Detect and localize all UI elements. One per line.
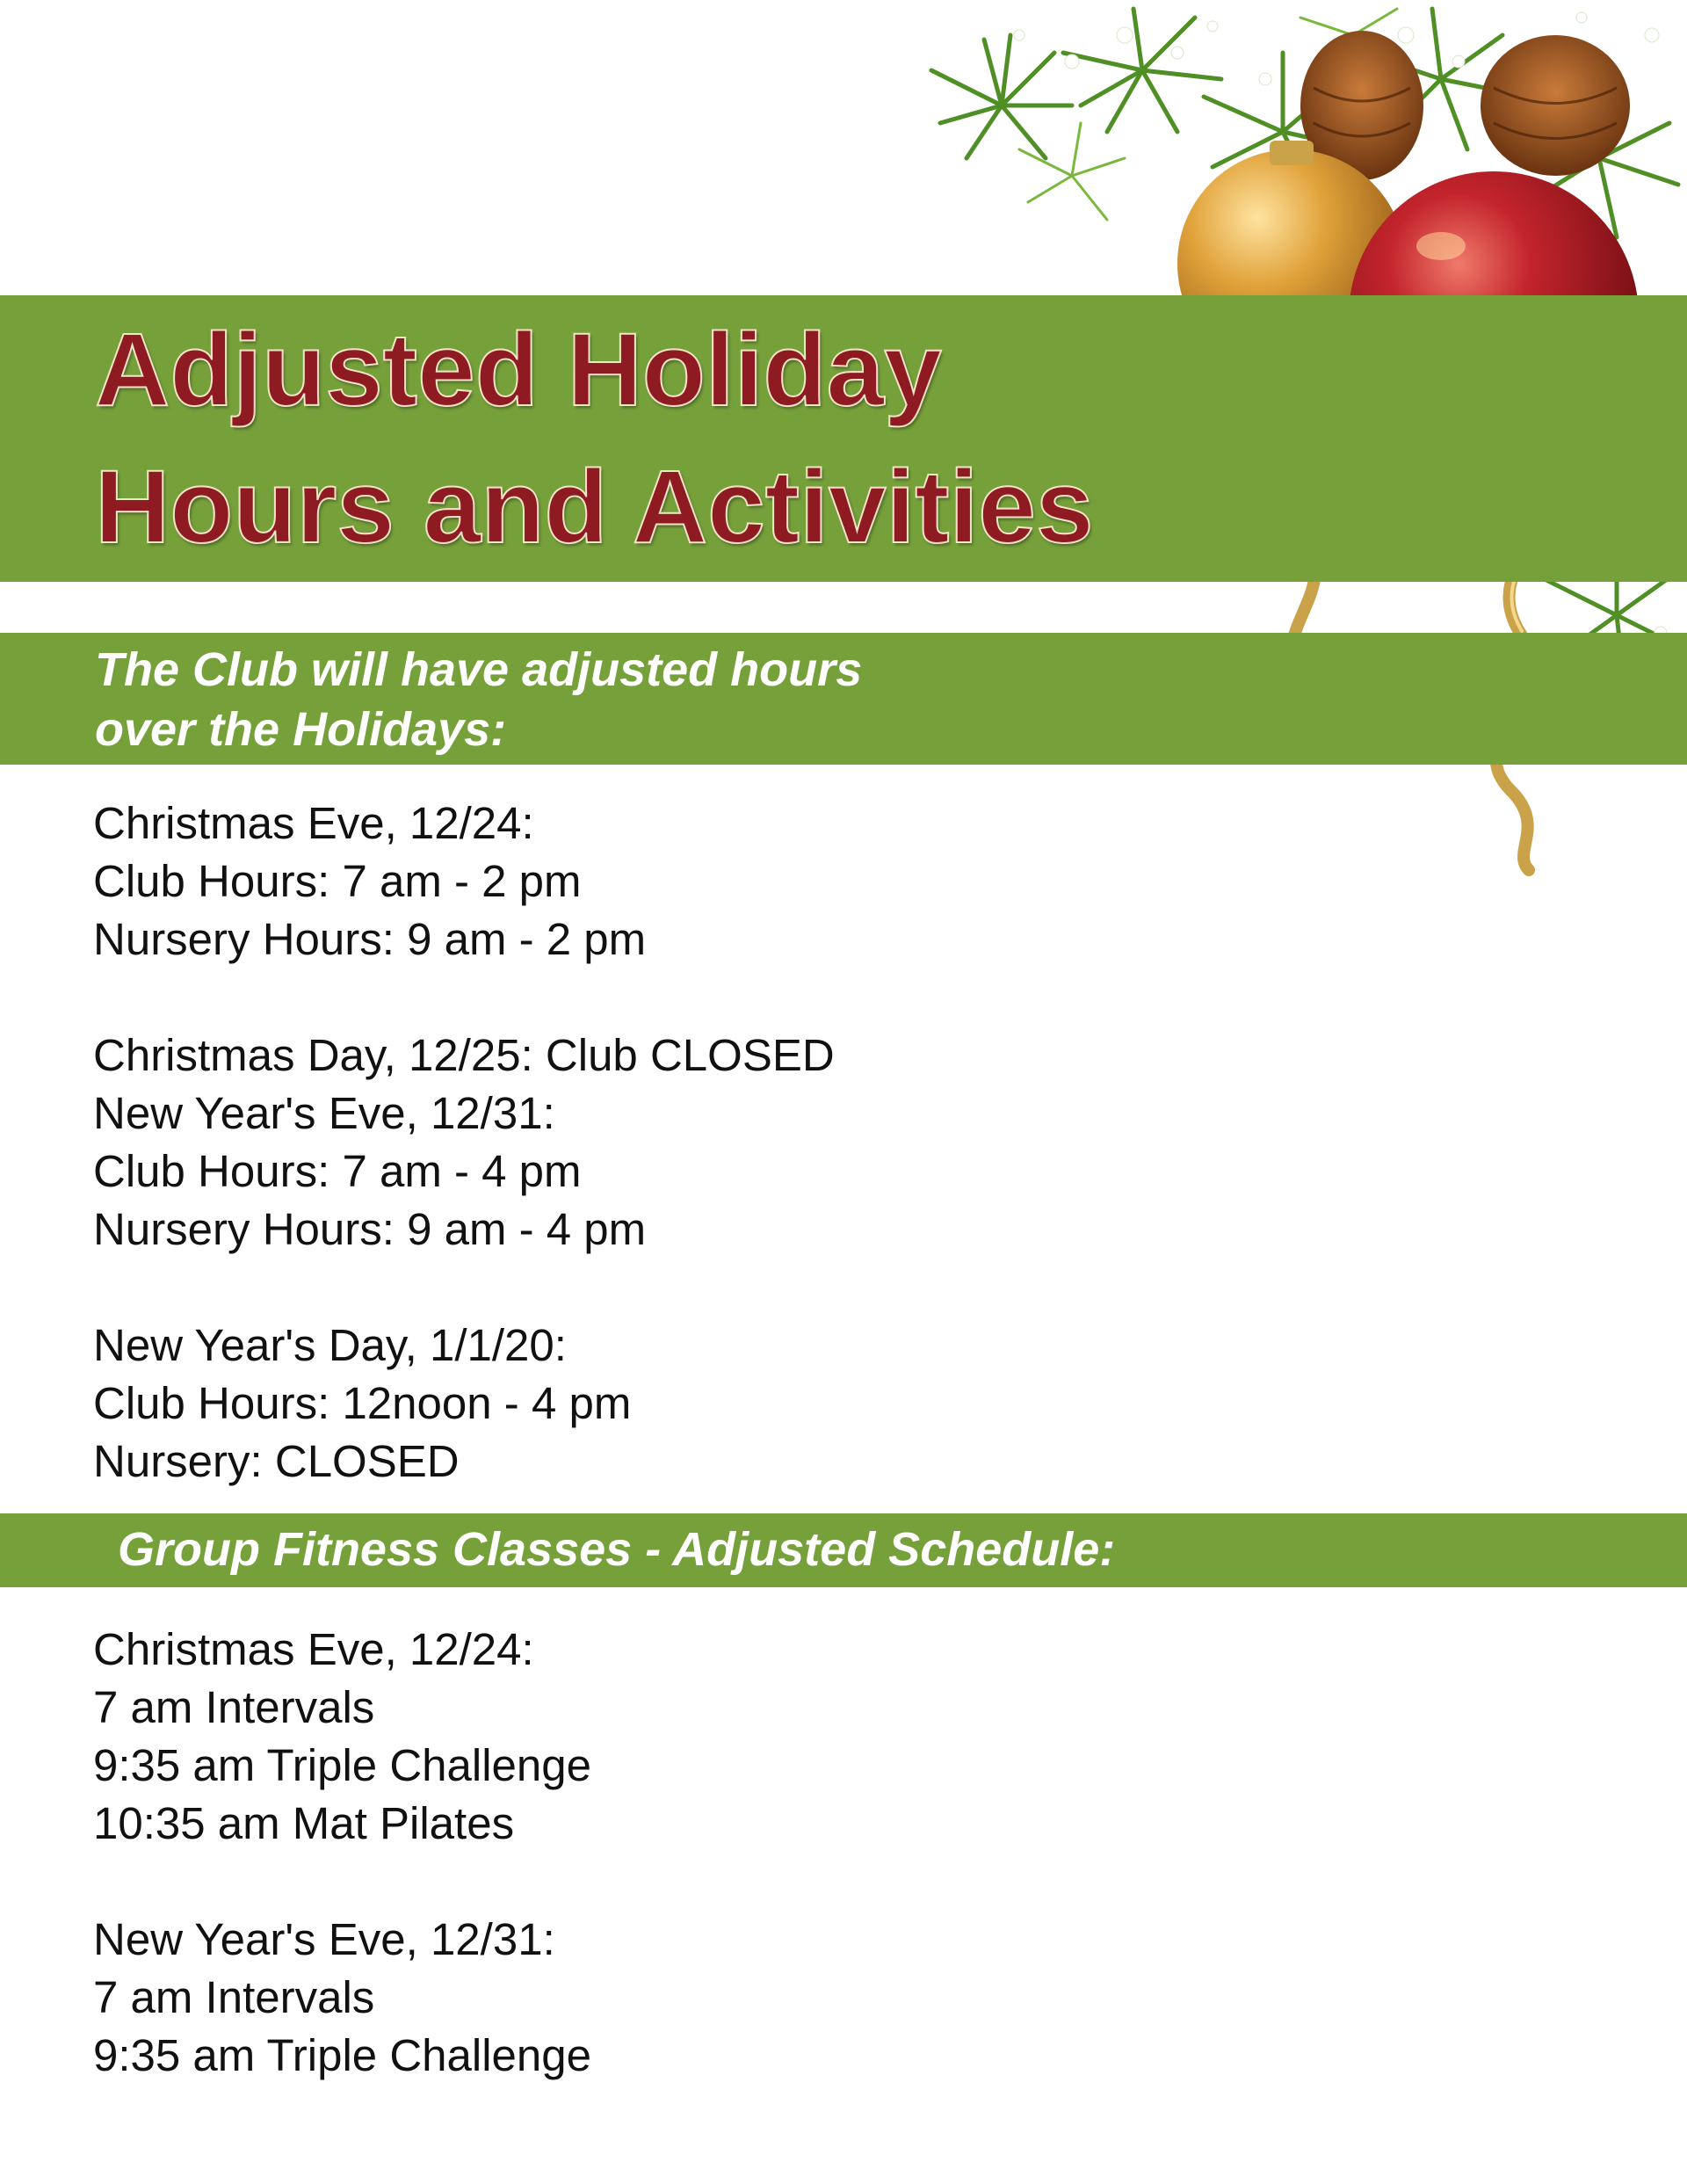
- new-years-eve-club-hours: Club Hours: 7 am - 4 pm: [93, 1146, 582, 1196]
- new-years-eve-nursery-hours: Nursery Hours: 9 am - 4 pm: [93, 1204, 647, 1254]
- fitness-class-item: 10:35 am Mat Pilates: [93, 1798, 515, 1848]
- fitness-class-item: 7 am Intervals: [93, 1682, 375, 1732]
- fitness-christmas-eve-heading: Christmas Eve, 12/24:: [93, 1624, 534, 1674]
- new-years-day-club-hours: Club Hours: 12noon - 4 pm: [93, 1378, 632, 1428]
- subtitle-line-2: over the Holidays:: [95, 703, 507, 756]
- christmas-eve-nursery-hours: Nursery Hours: 9 am - 2 pm: [93, 914, 647, 964]
- page-title-line-2: Hours and Activities: [95, 449, 1094, 565]
- fitness-class-item: 7 am Intervals: [93, 1972, 375, 2022]
- page-title-line-1: Adjusted Holiday: [95, 312, 942, 428]
- new-years-eve-heading: New Year's Eve, 12/31:: [93, 1088, 555, 1138]
- christmas-eve-club-hours: Club Hours: 7 am - 2 pm: [93, 856, 582, 906]
- subtitle-line-1: The Club will have adjusted hours: [95, 643, 863, 696]
- fitness-class-item: 9:35 am Triple Challenge: [93, 1740, 592, 1790]
- fitness-class-item: 9:35 am Triple Challenge: [93, 2030, 592, 2080]
- new-years-day-nursery-hours: Nursery: CLOSED: [93, 1436, 460, 1486]
- fitness-new-years-eve-heading: New Year's Eve, 12/31:: [93, 1914, 555, 1964]
- new-years-day-heading: New Year's Day, 1/1/20:: [93, 1320, 567, 1370]
- christmas-eve-heading: Christmas Eve, 12/24:: [93, 798, 534, 848]
- christmas-day-heading: Christmas Day, 12/25: Club CLOSED: [93, 1030, 835, 1080]
- fitness-heading: Group Fitness Classes - Adjusted Schedule:: [118, 1523, 1116, 1576]
